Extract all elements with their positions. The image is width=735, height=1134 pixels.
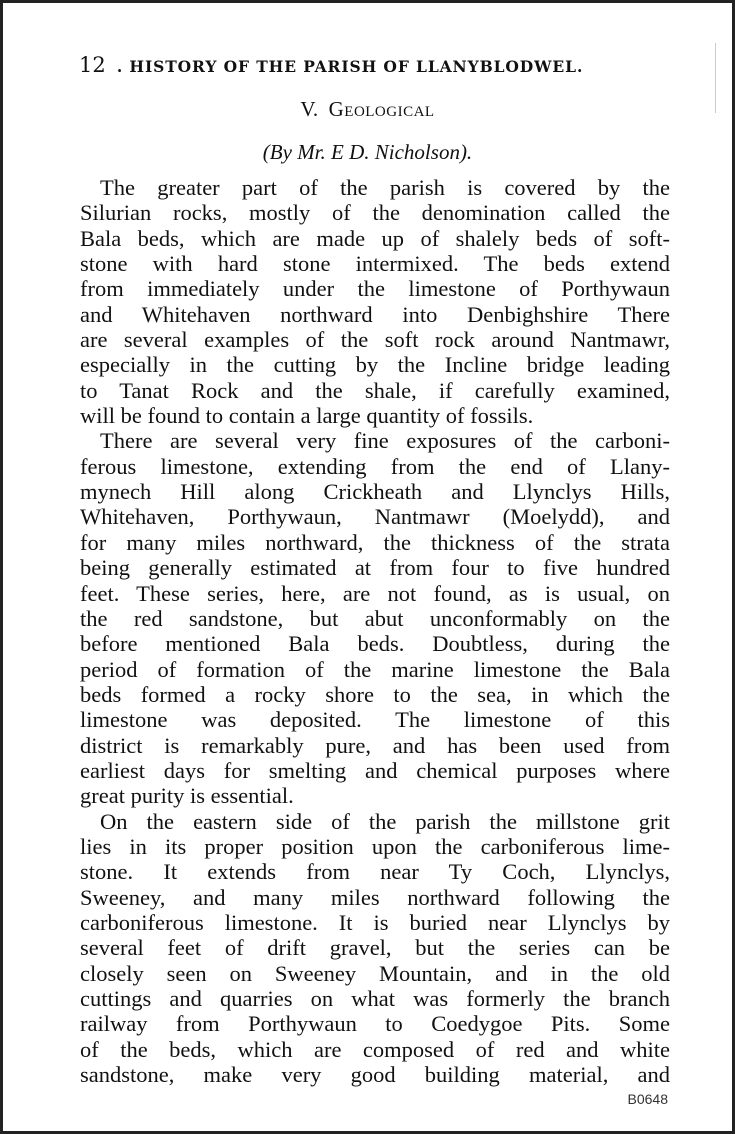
text-line: from immediately under the limestone of Porthywaun [80,276,670,302]
archive-stamp: B0648 [627,1091,668,1107]
text-line: sandstone, make very good building material, and [80,1062,670,1088]
text-line: to Tanat Rock and the shale, if carefully examined, [80,377,670,403]
text-line: earliest days for smelting and chemical purposes where [80,757,670,783]
section-heading [3,97,732,122]
text-line: district is remarkably pure, and has been used from [80,732,670,758]
running-header [79,53,639,77]
paragraph [80,428,670,808]
document-page [3,3,732,1131]
author-byline: (By Mr. E D. Nicholson). [262,140,473,164]
text-line: before mentioned Bala beds. Doubtless, during the [80,631,670,657]
text-line: railway from Porthywaun to Coedygoe Pits. Some [80,1011,670,1037]
text-line: Whitehaven, Porthywaun, Nantmawr (Moelydd), and [80,504,670,530]
text-line: stone. It extends from near Ty Coch, Llynclys, [80,859,670,885]
text-line: There are several very fine exposures of the carboni- [100,428,670,454]
text-line: ferous limestone, extending from the end of Llany- [80,453,670,479]
text-line: period of formation of the marine limestone the Bala [80,656,670,682]
text-line: limestone was deposited. The limestone of this [80,707,670,733]
paragraph [80,809,670,1088]
text-line: Sweeney, and many miles northward following the [80,884,670,910]
text-line: carboniferous limestone. It is buried near Llynclys by [80,909,670,935]
text-line: the red sandstone, but abut unconformably on the [80,605,670,631]
text-line: will be found to contain a large quantity of fossils. [80,403,534,429]
text-line: several feet of drift gravel, but the series can be [80,935,670,961]
text-line: feet. These series, here, are not found, as is usual, on [80,580,670,606]
text-line: great purity is essential. [80,783,294,809]
text-line: stone with hard stone intermixed. The beds extend [80,251,670,277]
text-line: On the eastern side of the parish the millstone grit [100,808,670,834]
text-line: mynech Hill along Crickheath and Llynclys Hills, [80,479,670,505]
body-text [80,175,670,1087]
text-line: cuttings and quarries on what was formerly the branch [80,986,670,1011]
section-number: V. [300,97,319,121]
text-line: of the beds, which are composed of red and white [80,1036,670,1062]
running-title: . HISTORY OF THE PARISH OF LLANYBLODWEL. [116,57,584,76]
page-number: 12 [79,53,106,77]
text-line: especially in the cutting by the Incline bridge leading [80,352,670,378]
text-line: closely seen on Sweeney Mountain, and in the old [80,960,670,986]
text-line: lies in its proper position upon the carboniferous lime- [80,833,670,859]
paragraph [80,175,670,428]
section-title: Geological [328,97,435,121]
text-line: for many miles northward, the thickness of the strata [80,529,670,555]
text-line: Bala beds, which are made up of shalely beds of soft- [80,225,670,251]
text-line: and Whitehaven northward into Denbighshire There [80,301,670,327]
text-line: The greater part of the parish is covered by the [100,175,670,200]
text-line: beds formed a rocky shore to the sea, in which the [80,681,670,707]
text-line: are several examples of the soft rock around Nantmawr, [80,327,670,353]
text-line: being generally estimated at from four to five hundred [80,555,670,581]
text-line: Silurian rocks, mostly of the denomination called the [80,200,670,226]
